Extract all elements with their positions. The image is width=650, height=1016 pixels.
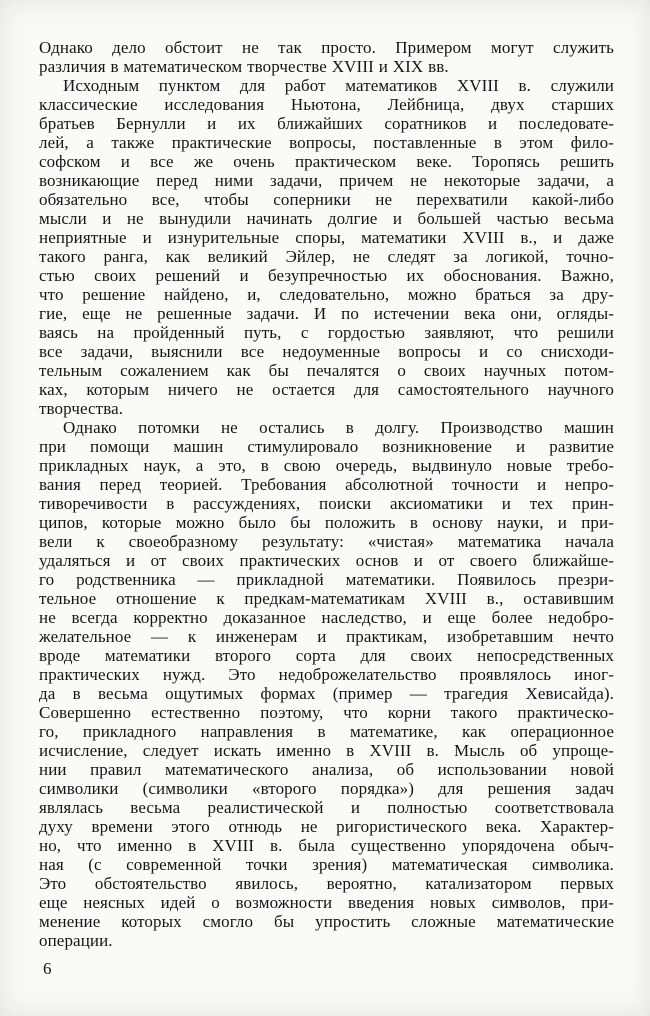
text-line: творчества. bbox=[39, 399, 124, 418]
text-line: гие, еще не решенные задачи. И по истечении века они, огляды- bbox=[39, 304, 614, 323]
text-line: практических нужд. Это недоброжелательство проявлялось иног- bbox=[39, 665, 614, 684]
text-line: Совершенно естественно поэтому, что корни такого практическо- bbox=[39, 703, 614, 722]
text-line: символики (символики «второго порядка») для решения задач bbox=[39, 779, 614, 798]
text-line: ваясь на пройденный путь, с гордостью заявляют, что решили bbox=[39, 323, 614, 342]
text-line: все задачи, выяснили все недоуменные вопросы и со снисходи- bbox=[39, 342, 614, 361]
text-line: такого ранга, как великий Эйлер, не следят за логикой, точно- bbox=[39, 247, 614, 266]
text-line: да в весьма ощутимых формах (пример — трагедия Хевисайда). bbox=[39, 684, 614, 703]
text-line: стью своих решений и безупречностью их обоснования. Важно, bbox=[39, 266, 614, 285]
text-line: классические исследования Ньютона, Лейбница, двух старших bbox=[39, 95, 614, 114]
text-line: но, что именно в XVIII в. была существенно упорядочена обыч- bbox=[39, 836, 614, 855]
text-line: операции. bbox=[39, 931, 113, 950]
text-line: еще неясных идей о возможности введения новых символов, при- bbox=[39, 893, 614, 912]
text-line: нии правил математического анализа, об использовании новой bbox=[39, 760, 614, 779]
text-line: тельным сожалением как бы печалятся о своих научных потом- bbox=[39, 361, 614, 380]
text-line: софском и все же очень практическом веке. Торопясь решить bbox=[39, 152, 614, 171]
text-line: прикладных наук, а это, в свою очередь, выдвинуло новые требо- bbox=[39, 456, 614, 475]
text-line: Однако дело обстоит не так просто. Примером могут служить bbox=[39, 38, 614, 57]
text-line: исчисление, следует искать именно в XVIII в. Мысль об упроще- bbox=[39, 741, 614, 760]
paragraph bbox=[39, 38, 614, 76]
text-line: духу времени этого отнюдь не ригористического века. Характер- bbox=[39, 817, 614, 836]
text-line: Однако потомки не остались в долгу. Производство машин bbox=[63, 418, 614, 437]
text-line: Это обстоятельство явилось, вероятно, катализатором первых bbox=[39, 874, 614, 893]
text-line: что решение найдено, и, следовательно, можно браться за дру- bbox=[39, 285, 614, 304]
text-line: возникающие перед ними задачи, причем не некоторые задачи, а bbox=[39, 171, 614, 190]
text-line: удаляться и от своих практических основ и от своего ближайше- bbox=[39, 551, 614, 570]
paragraph bbox=[39, 418, 614, 950]
text-line: го, прикладного направления в математике, как операционное bbox=[39, 722, 614, 741]
text-line: различия в математическом творчестве XVIII и XIX вв. bbox=[39, 57, 449, 76]
text-line: ная (с современной точки зрения) математическая символика. bbox=[39, 855, 614, 874]
text-line: братьев Бернулли и их ближайших соратников и последовате- bbox=[39, 114, 614, 133]
text-line: обязательно все, чтобы соперники не перехватили какой-либо bbox=[39, 190, 614, 209]
text-line: вания перед теорией. Требования абсолютной точности и непро- bbox=[39, 475, 614, 494]
text-block bbox=[39, 38, 614, 950]
text-line: лей, а также практические вопросы, поставленные в этом фило- bbox=[39, 133, 614, 152]
text-line: являлась весьма реалистической и полностью соответствовала bbox=[39, 798, 614, 817]
text-line: го родственника — прикладной математики. Появилось презри- bbox=[39, 570, 614, 589]
text-line: желательное — к инженерам и практикам, изобретавшим нечто bbox=[39, 627, 614, 646]
text-line: неприятные и изнурительные споры, математики XVIII в., и даже bbox=[39, 228, 614, 247]
text-line: ципов, которые можно было бы положить в основу науки, и при- bbox=[39, 513, 614, 532]
text-line: мысли и не вынудили начинать долгие и большей частью весьма bbox=[39, 209, 614, 228]
text-line: Исходным пунктом для работ математиков XVIII в. служили bbox=[63, 76, 614, 95]
paragraph bbox=[39, 76, 614, 418]
text-line: вели к своеобразному результату: «чистая» математика начала bbox=[39, 532, 614, 551]
text-line: при помощи машин стимулировало возникновение и развитие bbox=[39, 437, 614, 456]
text-line: ках, которым ничего не остается для самостоятельного научного bbox=[39, 380, 614, 399]
text-line: тиворечивости в рассуждениях, поиски аксиоматики и тех прин- bbox=[39, 494, 614, 513]
page-number: 6 bbox=[43, 959, 52, 978]
text-line: вроде математики второго сорта для своих непосредственных bbox=[39, 646, 614, 665]
text-line: тельное отношение к предкам-математикам XVIII в., оставившим bbox=[39, 589, 614, 608]
text-line: не всегда корректно доказанное наследство, и еще более недобро- bbox=[39, 608, 614, 627]
text-line: менение которых смогло бы упростить сложные математические bbox=[39, 912, 614, 931]
